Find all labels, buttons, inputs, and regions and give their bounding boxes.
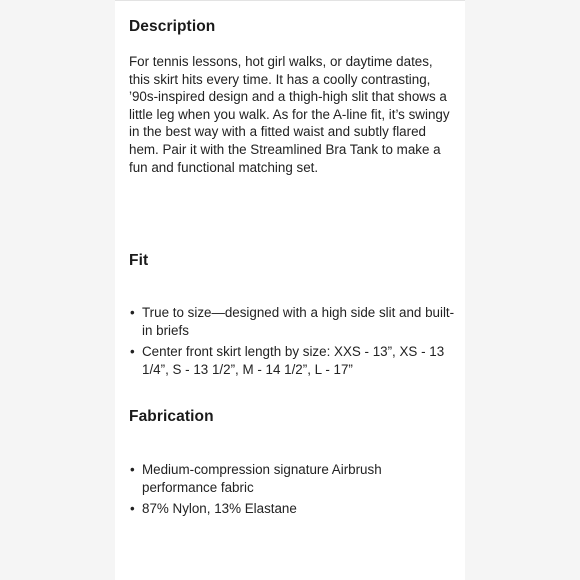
- fit-item-text: True to size—designed with a high side slit and built-in briefs: [142, 305, 455, 338]
- description-heading: Description: [129, 18, 216, 35]
- fit-heading: Fit: [129, 252, 149, 269]
- fabrication-item-text: 87% Nylon, 13% Elastane: [142, 501, 297, 517]
- bullet-icon: •: [130, 344, 135, 360]
- list-item: [129, 500, 455, 518]
- fabrication-heading: Fabrication: [129, 408, 214, 425]
- product-details-panel: [115, 0, 465, 580]
- bullet-icon: •: [130, 462, 135, 477]
- list-item: [129, 343, 455, 378]
- fit-list: [129, 304, 455, 382]
- bullet-icon: •: [130, 305, 135, 320]
- list-item: [129, 304, 455, 339]
- fit-item-text: Center front skirt length by size: XXS - 13”, XS - 13 1/4”, S - 13 1/2”, M - 14 1/2”, L - 17”: [142, 344, 445, 377]
- fabrication-list: [129, 461, 455, 522]
- bullet-icon: •: [130, 501, 135, 517]
- fabrication-item-text: Medium-compression signature Airbrush performance fabric: [142, 462, 382, 495]
- list-item: [129, 461, 455, 496]
- description-text: For tennis lessons, hot girl walks, or daytime dates, this skirt hits every time. It has a coolly contrasting, ’90s-inspired design and a thigh-high slit that shows a little leg when you walk. As for the A-line fit, it’s swingy in the best way with a fitted waist and subtly flared hem. Pair it with the Streamlined Bra Tank to make a fun and functional matching set.: [129, 54, 450, 175]
